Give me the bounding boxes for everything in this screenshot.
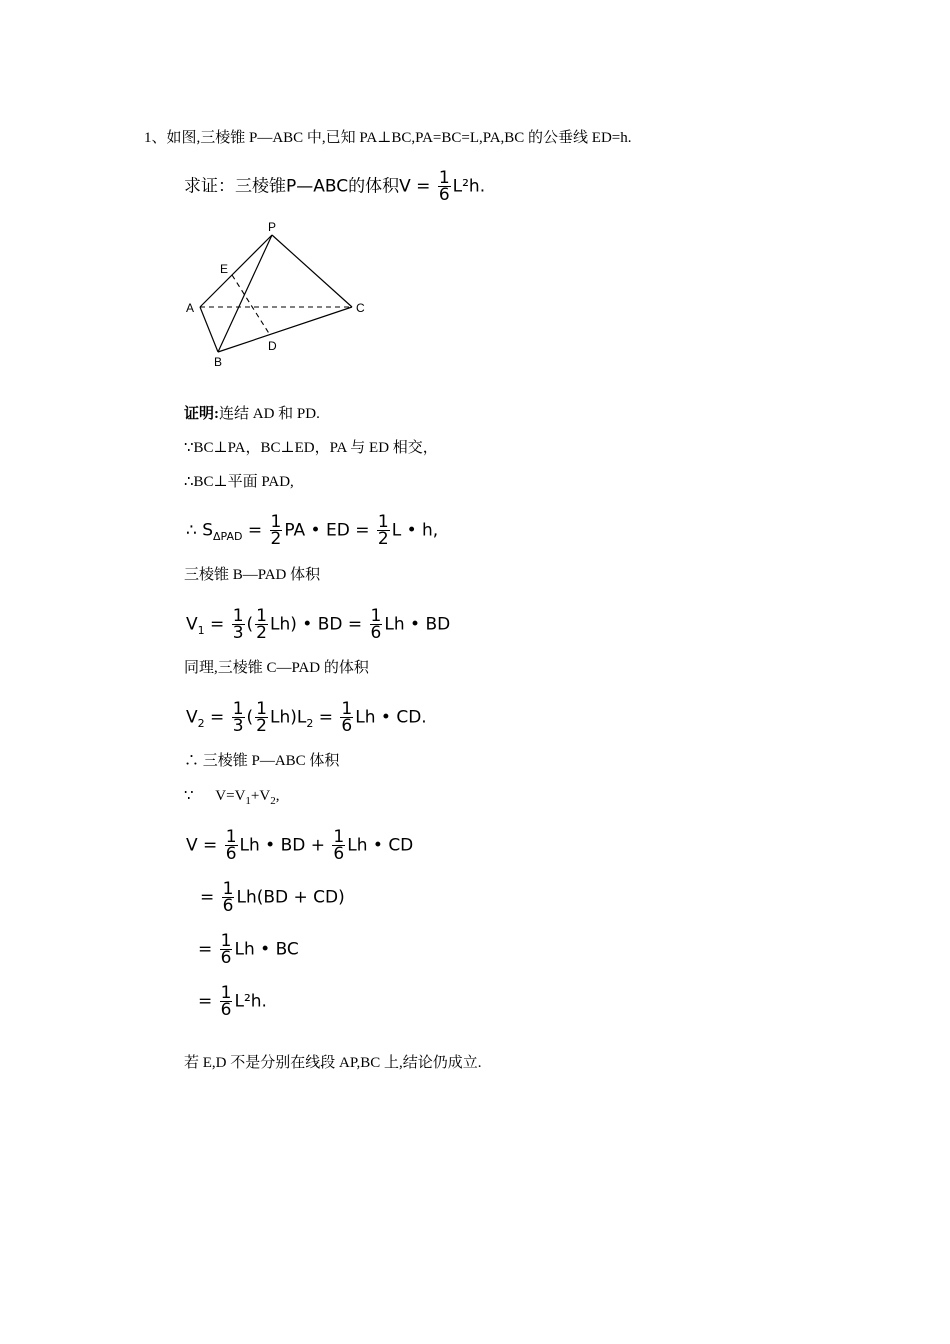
v2-third-den: 3	[232, 716, 244, 736]
v2-mid-sub: 2	[306, 716, 314, 730]
step-2-formula	[200, 881, 345, 914]
step-4-formula	[198, 985, 267, 1018]
proof-heading	[184, 404, 320, 424]
area-sub: ΔPAD	[213, 529, 243, 543]
proof-title: 证明:	[184, 406, 219, 422]
sum-m2: Lh • CD	[347, 835, 414, 856]
step4-d: 6	[220, 1000, 232, 1020]
step-3-formula	[198, 933, 299, 966]
step4-n: 1	[220, 983, 232, 1003]
claim-num: 1	[438, 168, 450, 188]
area-end: L • h,	[391, 520, 439, 541]
sum-n2: 1	[333, 827, 345, 847]
label-d: D	[268, 339, 277, 353]
area-half-2-den: 2	[377, 529, 389, 549]
area-mid: PA • ED =	[284, 520, 370, 541]
v1-third-den: 3	[232, 623, 244, 643]
v1-half-num: 1	[256, 606, 267, 626]
v2-mid: Lh)L	[270, 707, 307, 728]
step2-rest: Lh(BD + CD)	[236, 887, 345, 908]
sum-formula	[186, 829, 413, 862]
v1-half	[255, 608, 268, 641]
v1-third-num: 1	[232, 606, 244, 626]
because-line-1: ∵BC⊥PA，BC⊥ED，PA 与 ED 相交，	[184, 440, 438, 456]
sum-d1: 6	[225, 844, 237, 864]
label-p: P	[268, 220, 277, 234]
area-half-2	[377, 514, 390, 547]
step3-eq: =	[198, 939, 213, 960]
v1-eq: =	[210, 614, 225, 635]
therefore-line-1: ∴BC⊥平面 PAD,	[184, 474, 294, 490]
step2-n: 1	[222, 879, 234, 899]
step3-rest: Lh • BC	[234, 939, 299, 960]
v1-mid: Lh) • BD =	[270, 614, 363, 635]
area-half-1-num: 1	[270, 512, 282, 532]
proof-connect: 连结 AD 和 PD.	[219, 406, 320, 422]
sum-frac-2	[332, 829, 345, 862]
sum-frac-1	[225, 829, 238, 862]
sum-lead: V =	[186, 835, 218, 856]
area-half-1	[270, 514, 283, 547]
step3-frac	[220, 933, 233, 966]
edge-pc	[272, 235, 352, 307]
v1-sixth	[370, 608, 383, 641]
edge-pa	[200, 235, 272, 307]
area-half-2-num: 1	[377, 512, 389, 532]
because2-s1: 1	[245, 795, 251, 807]
because2-sym: ∵	[184, 788, 194, 804]
v1-sixth-num: 1	[370, 606, 382, 626]
v2-open: (	[246, 707, 254, 728]
v2-eq: =	[210, 707, 225, 728]
because2-a: V=V	[215, 788, 246, 804]
v1-open: (	[246, 614, 254, 635]
problem-statement: 1、如图,三棱锥 P—ABC 中,已知 PA⊥BC,PA=BC=L,PA,BC 的公垂线 ED=h.	[144, 130, 632, 146]
v2-half	[255, 701, 268, 734]
conclusion: 若 E,D 不是分别在线段 AP,BC 上,结论仍成立.	[184, 1055, 482, 1071]
claim-suffix: L²h.	[452, 176, 486, 197]
v2-formula	[186, 701, 427, 734]
v1-end: Lh • BD	[384, 614, 451, 635]
v2-lead: V	[186, 707, 198, 728]
v1-third	[232, 608, 245, 641]
v2-sixth-den: 6	[341, 716, 353, 736]
step3-n: 1	[220, 931, 232, 951]
step3-d: 6	[220, 948, 232, 968]
edge-pb	[218, 235, 272, 352]
because2-s2: 2	[270, 795, 276, 807]
edge-ab	[200, 307, 218, 352]
segment-ed-hidden	[232, 275, 270, 335]
claim-den: 6	[438, 185, 450, 205]
therefore-line-2: ∴ 三棱锥 P—ABC 体积	[184, 753, 340, 769]
because2-c: ,	[275, 788, 280, 804]
v1-sixth-den: 6	[370, 623, 382, 643]
edge-bc	[218, 307, 352, 352]
because-line-2	[184, 786, 279, 811]
label-e: E	[220, 262, 229, 276]
area-eq: =	[247, 520, 263, 541]
area-half-1-den: 2	[270, 529, 282, 549]
v2-half-den: 2	[256, 716, 267, 736]
sum-n1: 1	[225, 827, 237, 847]
sum-d2: 6	[333, 844, 345, 864]
v1-title: 三棱锥 B—PAD 体积	[184, 567, 321, 583]
v2-third-num: 1	[232, 699, 244, 719]
v2-end: Lh • CD.	[355, 707, 427, 728]
v1-formula	[186, 608, 450, 641]
v2-sub: 2	[197, 716, 205, 730]
step4-rest: L²h.	[234, 991, 267, 1012]
v2-mid2: =	[318, 707, 334, 728]
label-b: B	[214, 355, 223, 369]
v1-lead: V	[186, 614, 198, 635]
area-lead: ∴ S	[186, 520, 214, 541]
step2-d: 6	[222, 896, 234, 916]
v2-sixth	[340, 701, 353, 734]
tetrahedron-figure	[180, 215, 380, 375]
step2-eq: =	[200, 887, 215, 908]
claim-prefix: 求证：三棱锥P—ABC的体积V =	[184, 176, 431, 197]
label-a: A	[186, 301, 195, 315]
v2-half-num: 1	[256, 699, 267, 719]
v1-half-den: 2	[256, 623, 267, 643]
because2-b: +V	[250, 788, 271, 804]
step4-eq: =	[198, 991, 213, 1012]
label-c: C	[356, 301, 365, 315]
step4-frac	[220, 985, 233, 1018]
v1-sub: 1	[197, 623, 205, 637]
area-formula	[186, 514, 438, 547]
claim-fraction	[438, 170, 451, 203]
claim-formula	[184, 170, 485, 203]
sum-m1: Lh • BD +	[239, 835, 325, 856]
v2-title: 同理,三棱锥 C—PAD 的体积	[184, 660, 369, 676]
v2-sixth-num: 1	[341, 699, 353, 719]
v2-third	[232, 701, 245, 734]
step2-frac	[222, 881, 235, 914]
